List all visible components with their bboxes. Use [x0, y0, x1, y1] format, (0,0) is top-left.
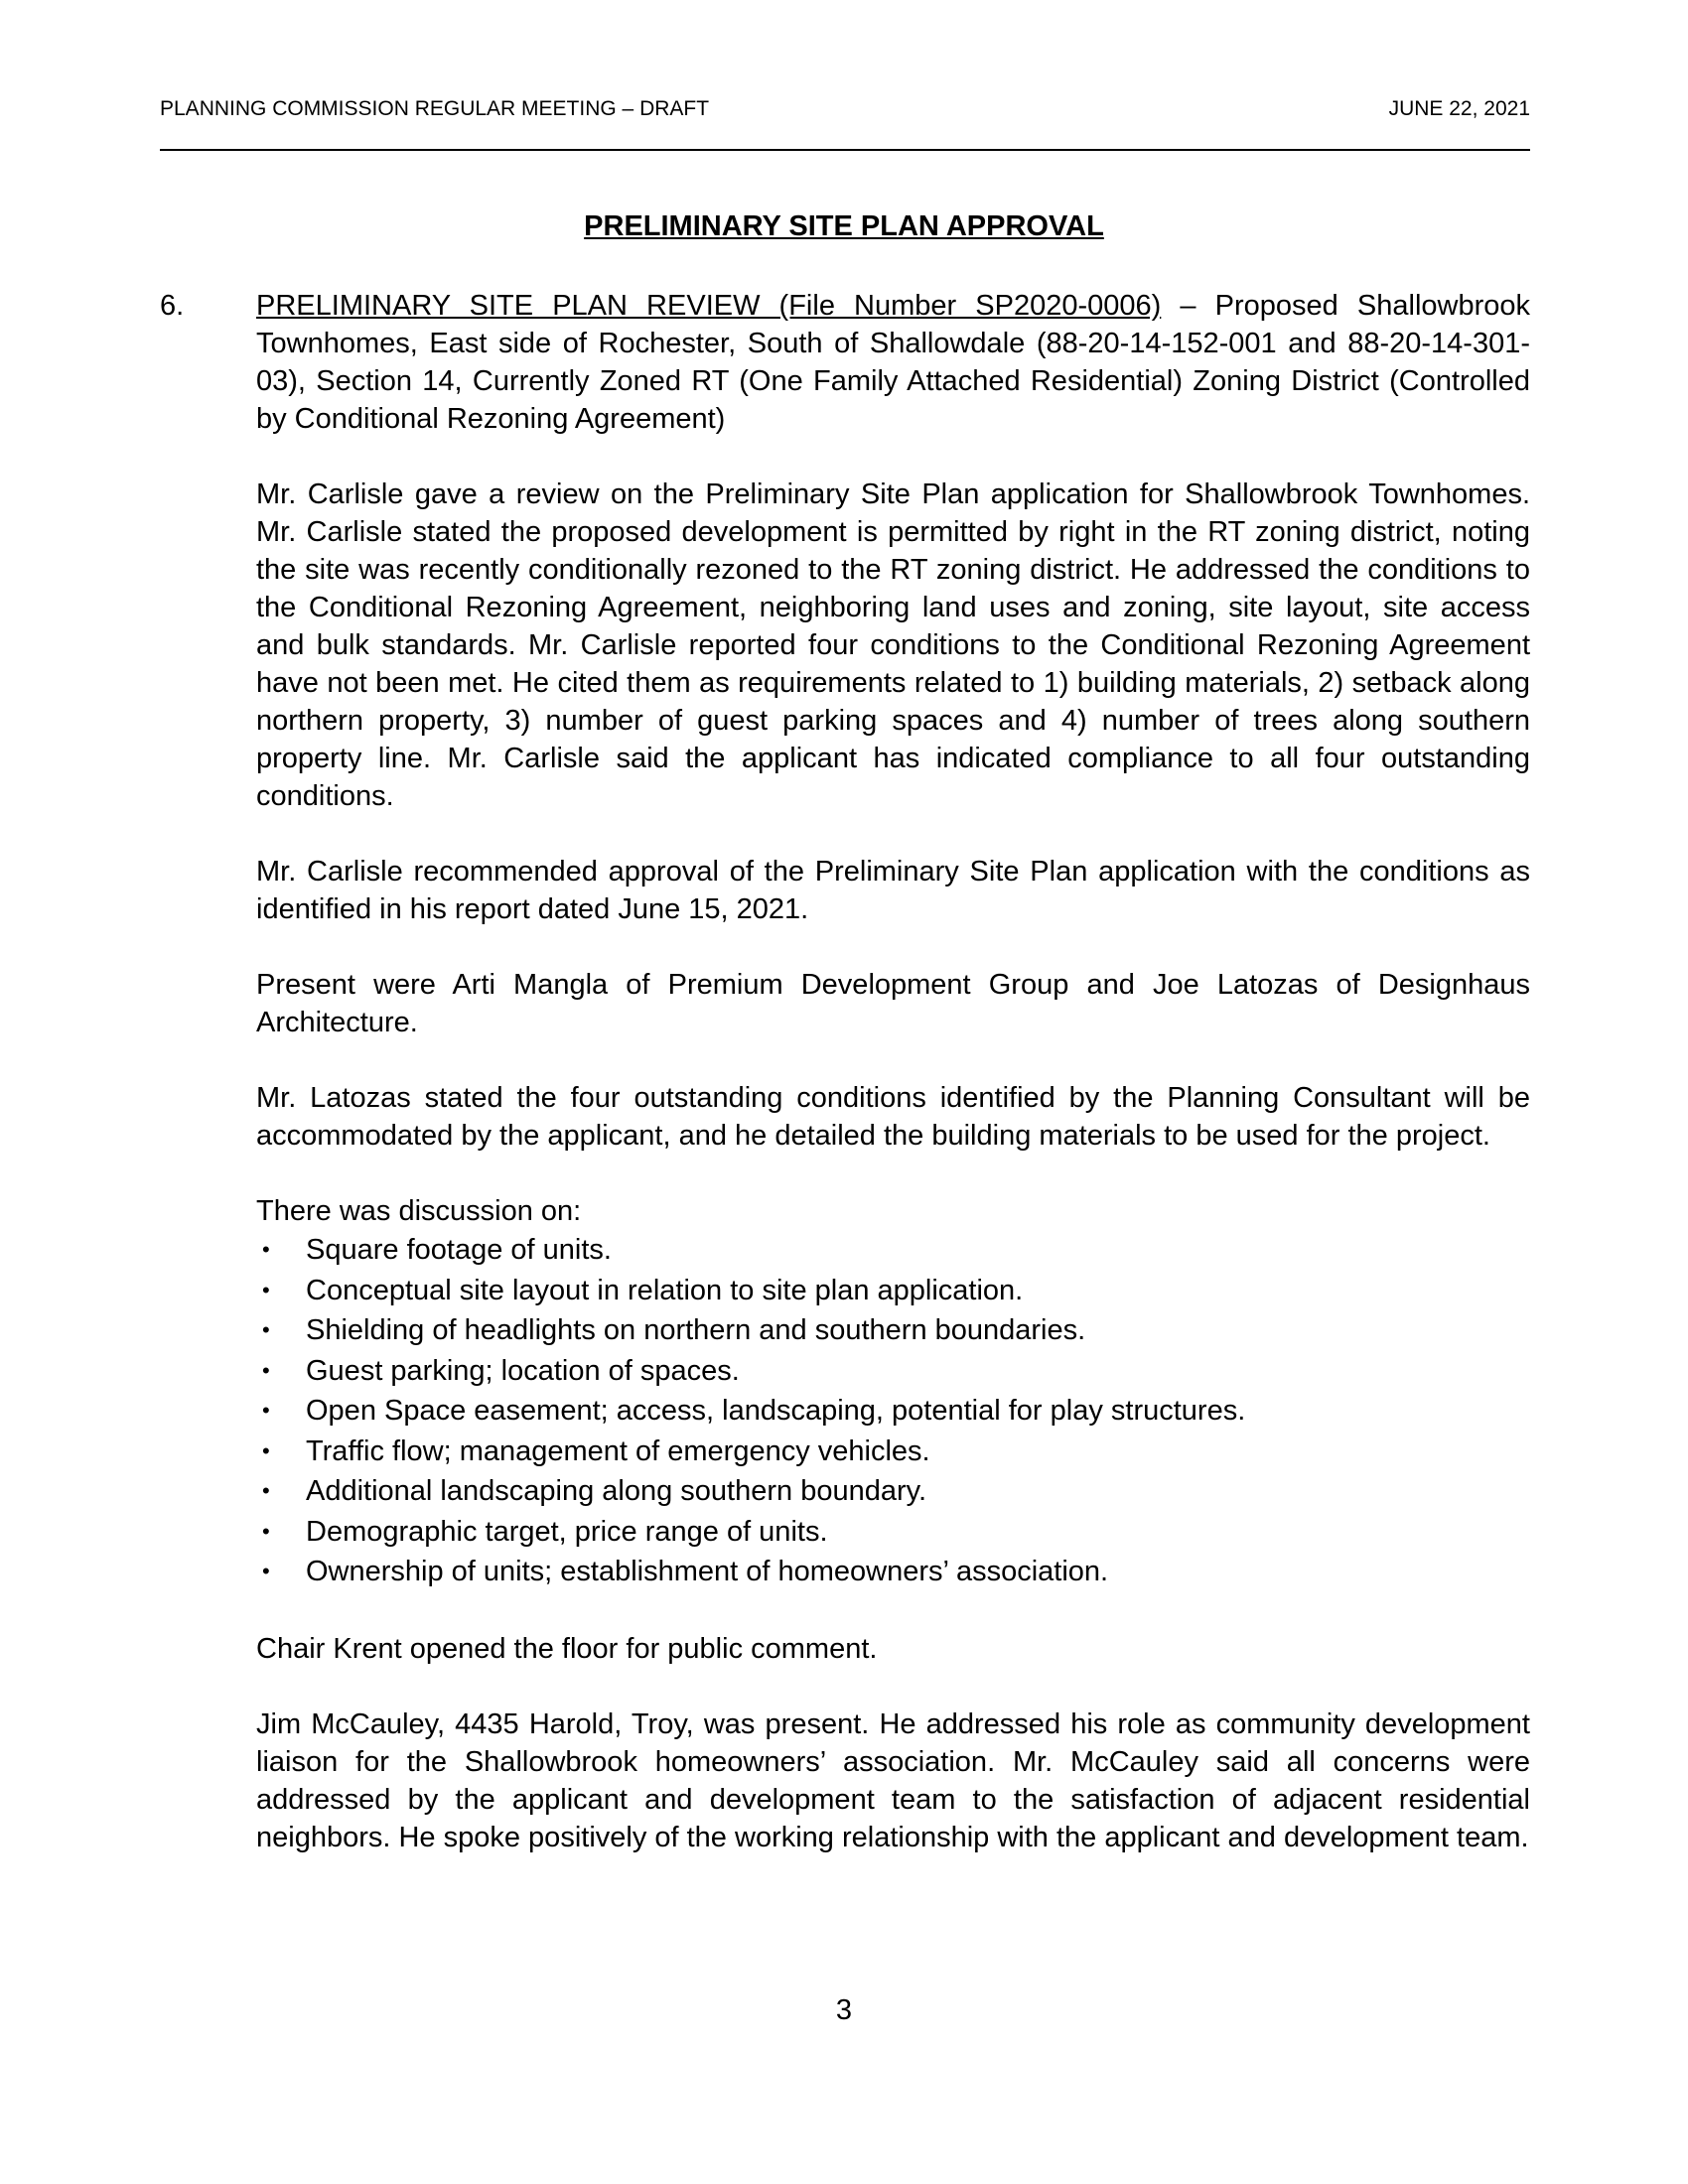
- bullet-icon: •: [262, 1518, 270, 1544]
- paragraph-present: Present were Arti Mangla of Premium Development Group and Joe Latozas of Designhaus Architecture.: [256, 969, 1530, 1038]
- item-content: [256, 287, 1530, 1856]
- list-item: • Open Space easement; access, landscaping, potential for play structures.: [256, 1391, 1530, 1432]
- item-number: 6.: [160, 290, 185, 322]
- bullet-icon: •: [262, 1478, 270, 1503]
- bullet-icon: •: [262, 1357, 270, 1383]
- paragraph-latozas: Mr. Latozas stated the four outstanding conditions identified by the Planning Consultant will be accommodated by the applicant, and he detailed the building materials to be used for the project.: [256, 1082, 1530, 1152]
- paragraph-public-comment: Chair Krent opened the floor for public comment.: [256, 1632, 878, 1665]
- bullet-icon: •: [262, 1277, 270, 1302]
- bullet-icon: •: [262, 1398, 270, 1423]
- page-number: 3: [835, 1994, 853, 2026]
- list-item: • Square footage of units.: [256, 1230, 1530, 1271]
- paragraph-mccauley: Jim McCauley, 4435 Harold, Troy, was present. He addressed his role as community development liaison for the Shallowbrook homeowners’ association. Mr. McCauley said all concerns were addressed by the applicant and development team to the satisfaction of adjacent residential neighbors. He spoke positively of the working relationship with the applicant and development team.: [256, 1707, 1530, 1853]
- item-title-description: – Proposed Shallowbrook Townhomes, East side of Rochester, South of Shallowdale (88-20-14-152-001 and 88-20-14-301-03), Section 14, Currently Zoned RT (One Family Attached Residential) Zoning District (Controlled by Conditional Rezoning Agreement): [256, 290, 1530, 435]
- bullet-icon: •: [262, 1237, 270, 1262]
- page-header: [160, 97, 1530, 121]
- list-item: • Traffic flow; management of emergency vehicles.: [256, 1432, 1530, 1472]
- bullet-icon: •: [262, 1317, 270, 1342]
- item-title-link[interactable]: PRELIMINARY SITE PLAN REVIEW (File Number SP2020-0006): [256, 290, 1162, 322]
- discussion-intro: There was discussion on:: [256, 1195, 582, 1227]
- list-item: • Conceptual site layout in relation to site plan application.: [256, 1271, 1530, 1311]
- list-item: • Demographic target, price range of units.: [256, 1512, 1530, 1553]
- list-item: • Shielding of headlights on northern and southern boundaries.: [256, 1310, 1530, 1351]
- paragraph-recommendation: Mr. Carlisle recommended approval of the Preliminary Site Plan application with the conditions as identified in his report dated June 15, 2021.: [256, 856, 1530, 925]
- bullet-icon: •: [262, 1437, 270, 1463]
- item-heading: [256, 287, 1530, 438]
- bullet-icon: •: [262, 1559, 270, 1583]
- header-meeting-title: PLANNING COMMISSION REGULAR MEETING – DRAFT: [160, 97, 710, 120]
- list-item: • Guest parking; location of spaces.: [256, 1351, 1530, 1392]
- discussion-list: [256, 1230, 1530, 1592]
- paragraph-review: Mr. Carlisle gave a review on the Preliminary Site Plan application for Shallowbrook Townhomes. Mr. Carlisle stated the proposed development is permitted by right in the RT zoning district, noting the site was recently conditionally rezoned to the RT zoning district. He addressed the conditions to the Conditional Rezoning Agreement, neighboring land uses and zoning, site layout, site access and bulk standards. Mr. Carlisle reported four conditions to the Conditional Rezoning Agreement have not been met. He cited them as requirements related to 1) building materials, 2) setback along northern property, 3) number of guest parking spaces and 4) number of trees along southern property line. Mr. Carlisle said the applicant has indicated compliance to all four outstanding conditions.: [256, 478, 1530, 812]
- header-date: JUNE 22, 2021: [1388, 97, 1530, 120]
- header-divider: [160, 149, 1530, 151]
- list-item: • Ownership of units; establishment of homeowners’ association.: [256, 1552, 1530, 1592]
- section-title: PRELIMINARY SITE PLAN APPROVAL: [584, 210, 1104, 242]
- list-item: • Additional landscaping along southern boundary.: [256, 1471, 1530, 1512]
